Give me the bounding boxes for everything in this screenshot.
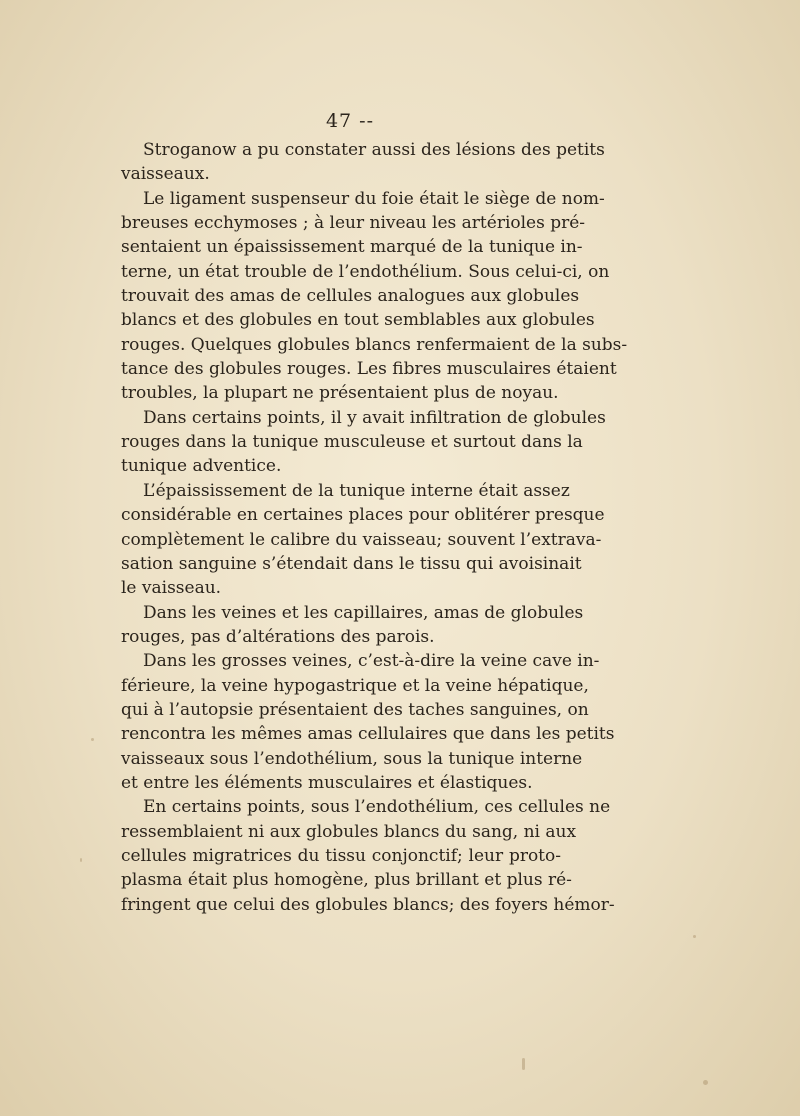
text-line: qui à l’autopsie présentaient des taches sanguines, on [121,699,589,720]
text-line: rouges. Quelques globules blancs renfermaient de la subs- [121,334,628,355]
text-line: rouges dans la tunique musculeuse et surtout dans la [121,432,583,453]
text-line: En certains points, sous l’endothélium, ces cellules ne [143,797,611,818]
text-line: rouges, pas d’altérations des parois. [121,626,435,647]
paper-stain [80,858,82,862]
text-line: le vaisseau. [121,578,222,599]
text-line: tance des globules rouges. Les fibres musculaires étaient [121,359,617,380]
text-line: férieure, la veine hypogastrique et la veine hépatique, [121,675,589,696]
text-line: terne, un état trouble de l’endothélium. Sous celui-ci, on [121,261,610,282]
page-number: 47 -- [325,110,375,132]
paper-stain [693,935,696,938]
text-line: ressemblaient ni aux globules blancs du sang, ni aux [121,821,577,842]
text-line: L’épaississement de la tunique interne était assez [143,480,570,501]
text-line: et entre les éléments musculaires et élastiques. [121,772,533,793]
text-line: rencontra les mêmes amas cellulaires que dans les petits [121,724,615,745]
text-line: blancs et des globules en tout semblables aux globules [121,310,595,331]
text-line: fringent que celui des globules blancs; des foyers hémor- [121,894,615,915]
body-text [121,138,628,917]
paper-stain [522,1058,525,1070]
text-line: plasma était plus homogène, plus brillant et plus ré- [121,870,572,891]
text-line: vaisseaux. [121,164,210,185]
text-line: trouvait des amas de cellules analogues aux globules [121,286,580,307]
paper-stain [703,1080,708,1085]
text-line: sentaient un épaississement marqué de la tunique in- [121,237,583,258]
paper-stain [91,738,94,741]
text-line: Stroganow a pu constater aussi des lésions des petits [143,140,605,160]
text-line: complètement le calibre du vaisseau; souvent l’extrava- [121,529,602,550]
text-line: Dans certains points, il y avait infiltration de globules [143,407,606,428]
text-line: Le ligament suspenseur du foie était le siège de nom- [143,188,605,209]
text-line: considérable en certaines places pour oblitérer presque [121,505,605,526]
text-line: breuses ecchymoses ; à leur niveau les artérioles pré- [121,213,586,234]
text-line: tunique adventice. [121,456,282,477]
text-line: Dans les veines et les capillaires, amas de globules [143,602,584,623]
text-line: sation sanguine s’étendait dans le tissu qui avoisinait [121,553,582,574]
text-line: troubles, la plupart ne présentaient plus de noyau. [121,383,559,404]
text-line: vaisseaux sous l’endothélium, sous la tunique interne [121,748,583,769]
text-line: cellules migratrices du tissu conjonctif; leur proto- [121,845,561,866]
text-line: Dans les grosses veines, c’est-à-dire la veine cave in- [143,651,600,672]
